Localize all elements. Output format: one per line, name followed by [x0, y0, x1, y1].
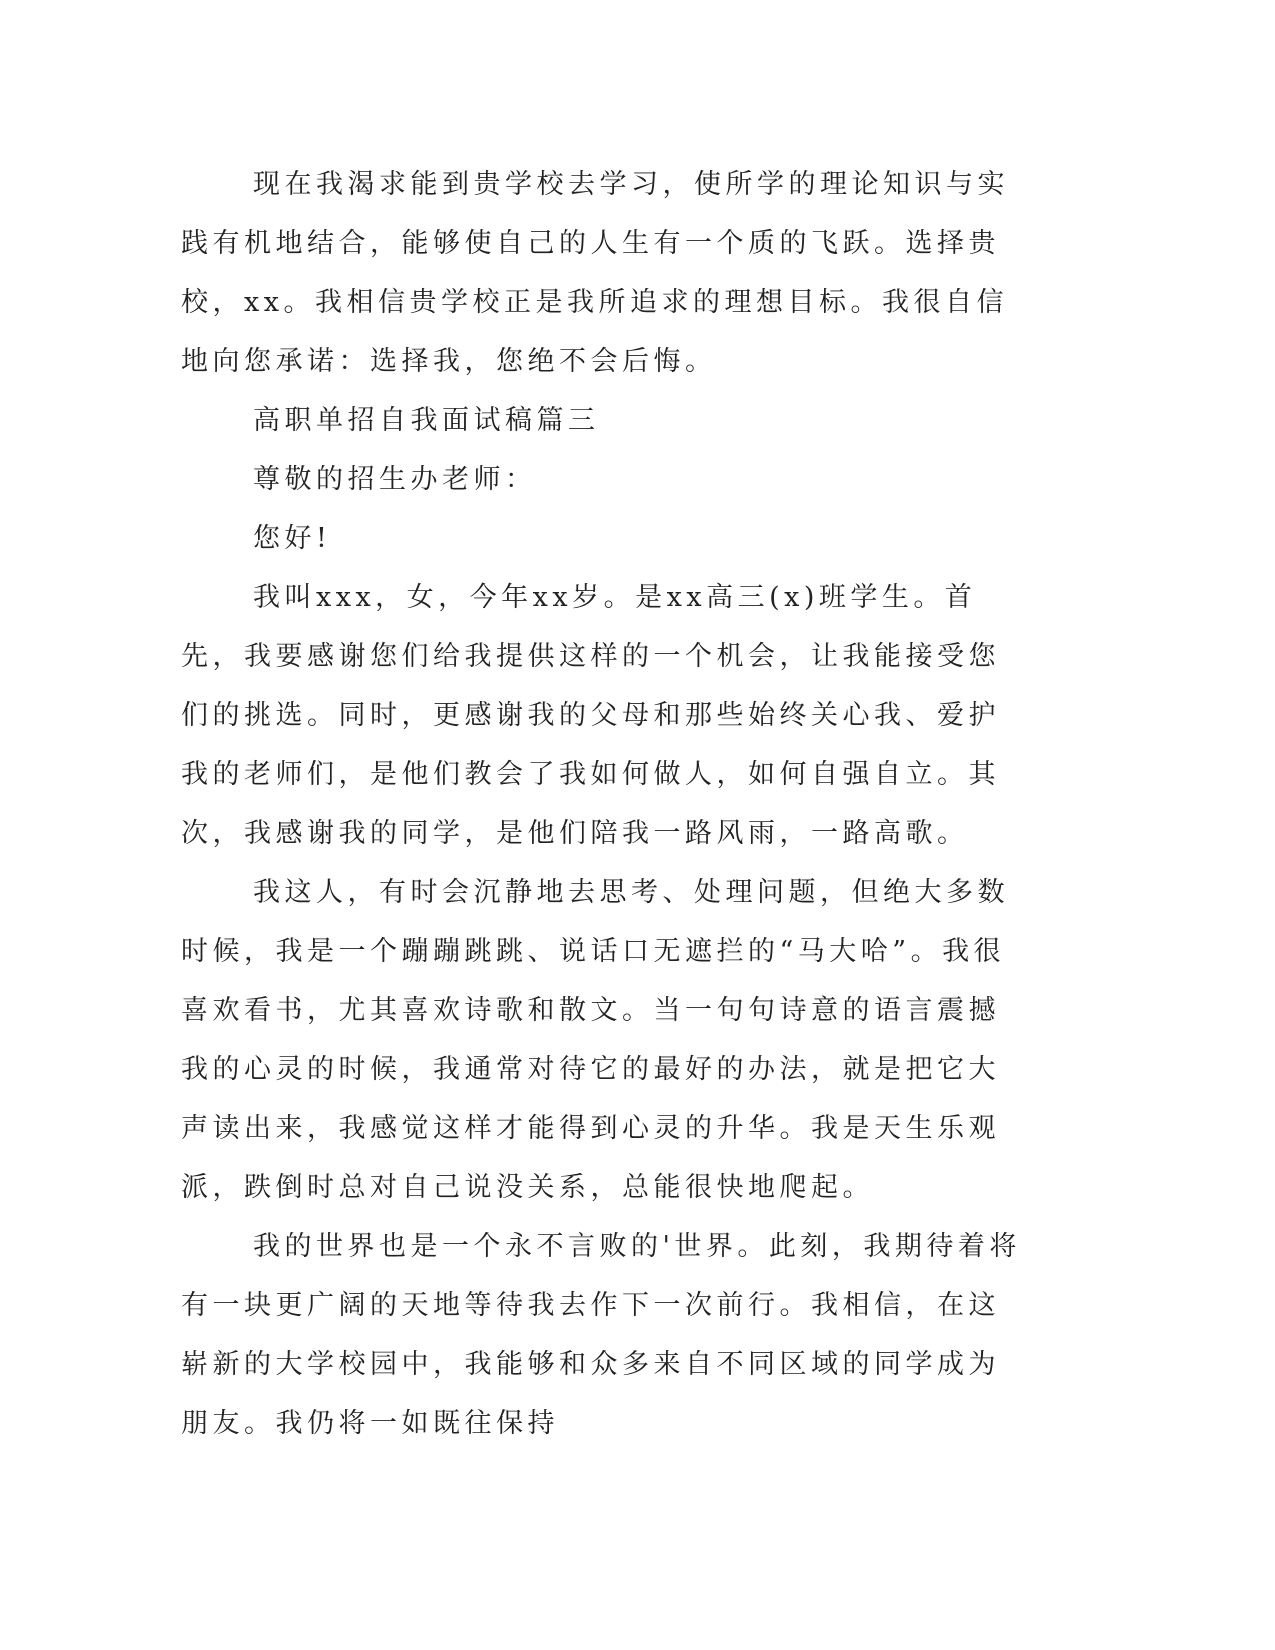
salutation: 尊敬的招生办老师：: [253, 464, 537, 495]
greeting: 您好!: [253, 523, 332, 554]
section-heading: 高职单招自我面试稿篇三: [253, 405, 600, 436]
document-body: [181, 155, 1031, 1453]
paragraph: 现在我渴求能到贵学校去学习，使所学的理论知识与实践有机地结合，能够使自己的人生有一个质的飞跃。选择贵校，xx。我相信贵学校正是我所追求的理想目标。我很自信地向您承诺：选择我，您绝不会后悔。: [181, 169, 1009, 377]
paragraph: 我这人，有时会沉静地去思考、处理问题，但绝大多数时候，我是一个蹦蹦跳跳、说话口无遮拦的“马大哈”。我很喜欢看书，尤其喜欢诗歌和散文。当一句句诗意的语言震撼我的心灵的时候，我通常对待它的最好的办法，就是把它大声读出来，我感觉这样才能得到心灵的升华。我是天生乐观派，跌倒时总对自己说没关系，总能很快地爬起。: [181, 877, 1009, 1203]
paragraph: 我的世界也是一个永不言败的'世界。此刻，我期待着将有一块更广阔的天地等待我去作下一次前行。我相信，在这崭新的大学校园中，我能够和众多来自不同区域的同学成为朋友。我仍将一如既往保持: [181, 1231, 1021, 1439]
paragraph: 我叫xxx，女，今年xx岁。是xx高三(x)班学生。首先，我要感谢您们给我提供这样的一个机会，让我能接受您们的挑选。同时，更感谢我的父母和那些始终关心我、爱护我的老师们，是他们教会了我如何做人，如何自强自立。其次，我感谢我的同学，是他们陪我一路风雨，一路高歌。: [181, 582, 1000, 849]
